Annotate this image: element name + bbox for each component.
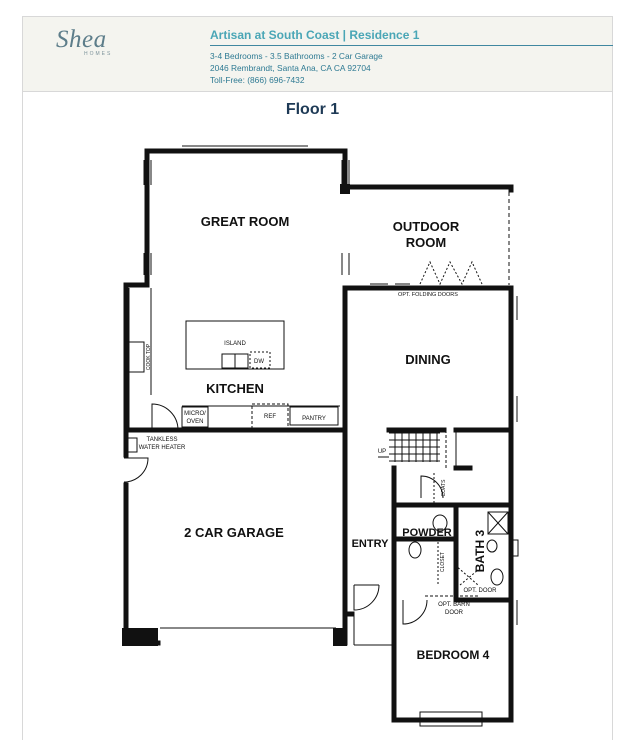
plan-phone: Toll-Free: (866) 696-7432 <box>210 75 305 85</box>
plan-details: 3-4 Bedrooms - 3.5 Bathrooms - 2 Car Garage <box>210 51 383 61</box>
label-micro-line2: OVEN <box>186 419 204 425</box>
label-stairs-up: UP <box>377 449 387 455</box>
label-tankless-line2: WATER HEATER <box>138 445 186 451</box>
plan-title: Artisan at South Coast | Residence 1 <box>210 28 420 42</box>
label-tankless-line1: TANKLESS <box>146 437 178 443</box>
label-pantry: PANTRY <box>302 416 326 422</box>
room-bedroom4: BEDROOM 4 <box>416 648 490 662</box>
floor-title: Floor 1 <box>285 101 340 118</box>
label-coats: COATS <box>441 479 447 497</box>
room-bath3: BATH 3 <box>473 529 487 573</box>
label-folding-doors: OPT. FOLDING DOORS <box>398 292 458 298</box>
room-powder: POWDER <box>402 527 452 539</box>
plan-address: 2046 Rembrandt, Santa Ana, CA CA 92704 <box>210 63 371 73</box>
label-barn-door-line1: OPT. BARN <box>438 602 470 608</box>
room-dining: DINING <box>405 352 451 367</box>
room-outdoor-line2: ROOM <box>405 235 447 250</box>
logo-subtext: HOMES <box>84 51 113 57</box>
room-kitchen: KITCHEN <box>206 381 264 396</box>
room-garage: 2 CAR GARAGE <box>184 525 284 540</box>
logo-text: Shea <box>56 26 107 53</box>
label-closet: CLOSET <box>440 551 446 573</box>
label-opt-door: OPT. DOOR <box>463 588 497 594</box>
label-barn-door-line2: DOOR <box>445 610 463 616</box>
room-entry: ENTRY <box>351 538 389 550</box>
room-great-room: GREAT ROOM <box>200 214 290 229</box>
label-micro-line1: MICRO/ <box>184 411 206 417</box>
label-island: ISLAND <box>224 341 246 347</box>
label-dw: DW <box>254 359 264 365</box>
room-outdoor-line1: OUTDOOR <box>392 219 460 234</box>
label-ref: REF <box>264 414 276 420</box>
label-cooktop: COOK TOP <box>146 343 152 371</box>
